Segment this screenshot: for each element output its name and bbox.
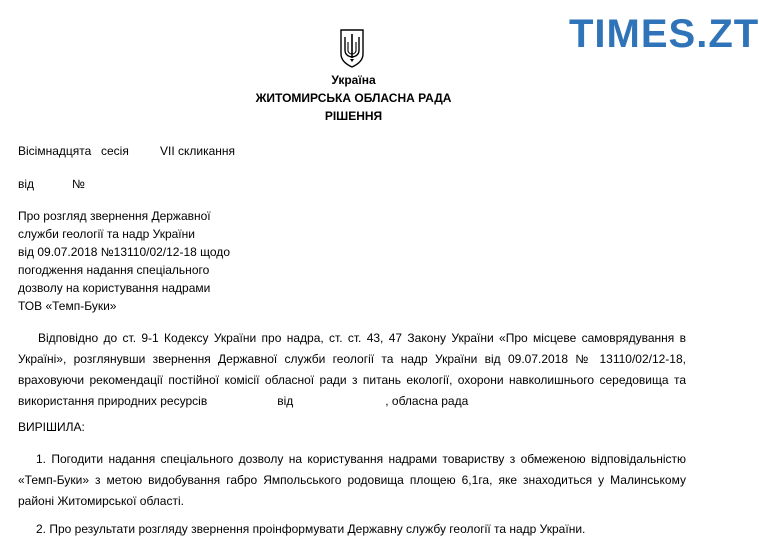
subject-line: дозволу на користування надрами [18, 281, 211, 295]
subject-line: Про розгляд звернення Державної [18, 209, 211, 223]
preamble-tail: , обласна рада [385, 394, 469, 408]
preamble-from-label: від [277, 394, 294, 408]
country-name: Україна [331, 73, 376, 87]
times-zt-watermark-logo [569, 12, 759, 56]
council-name: ЖИТОМИРСЬКА ОБЛАСНА РАДА [255, 91, 452, 105]
session-word: сесія [101, 144, 129, 158]
watermark-brand: TIMES [569, 12, 697, 56]
subject-line: ТОВ «Темп-Буки» [18, 299, 117, 313]
preamble-paragraph [18, 328, 686, 412]
convocation: VII скликання [160, 144, 236, 158]
decision-item: 1. Погодити надання спеціального дозволу на користування надрами товариству з обмеженою відповідальністю «Темп-Буки» з метою видобування габро Ямпольського родовища площею 6,1га, яке знаходиться у Малинському районі Житомирської області. [18, 452, 686, 508]
decided-heading: ВИРІШИЛА: [18, 420, 85, 434]
session-number: Вісімнадцята [18, 144, 92, 158]
decision-item: 2. Про результати розгляду звернення проінформувати Державну службу геології та надр України. [36, 522, 586, 536]
preamble-text: Відповідно до ст. 9-1 Кодексу України про надра, ст. ст. 43, 47 Закону України «Про місцеве самоврядування в Україні», розглянувши звернення Державної служби геології та надр України від 09.07.2018 № 13110/02/12-18, враховуючи рекомендації постійної комісії обласної ради з питань екології, охорони навколишнього середовища та використання природних ресурсів [18, 331, 686, 408]
watermark-tld: ZT [708, 12, 759, 56]
watermark-dot: . [696, 12, 709, 56]
subject-line: служби геології та надр України [18, 227, 195, 241]
subject-line: від 09.07.2018 №13110/02/12-18 щодо [18, 245, 230, 259]
document-type: РІШЕННЯ [324, 109, 383, 123]
subject-line: погодження надання спеціального [18, 263, 210, 277]
date-from-label: від [18, 177, 35, 191]
number-sign: № [72, 177, 85, 191]
trident-emblem-icon [339, 28, 365, 68]
